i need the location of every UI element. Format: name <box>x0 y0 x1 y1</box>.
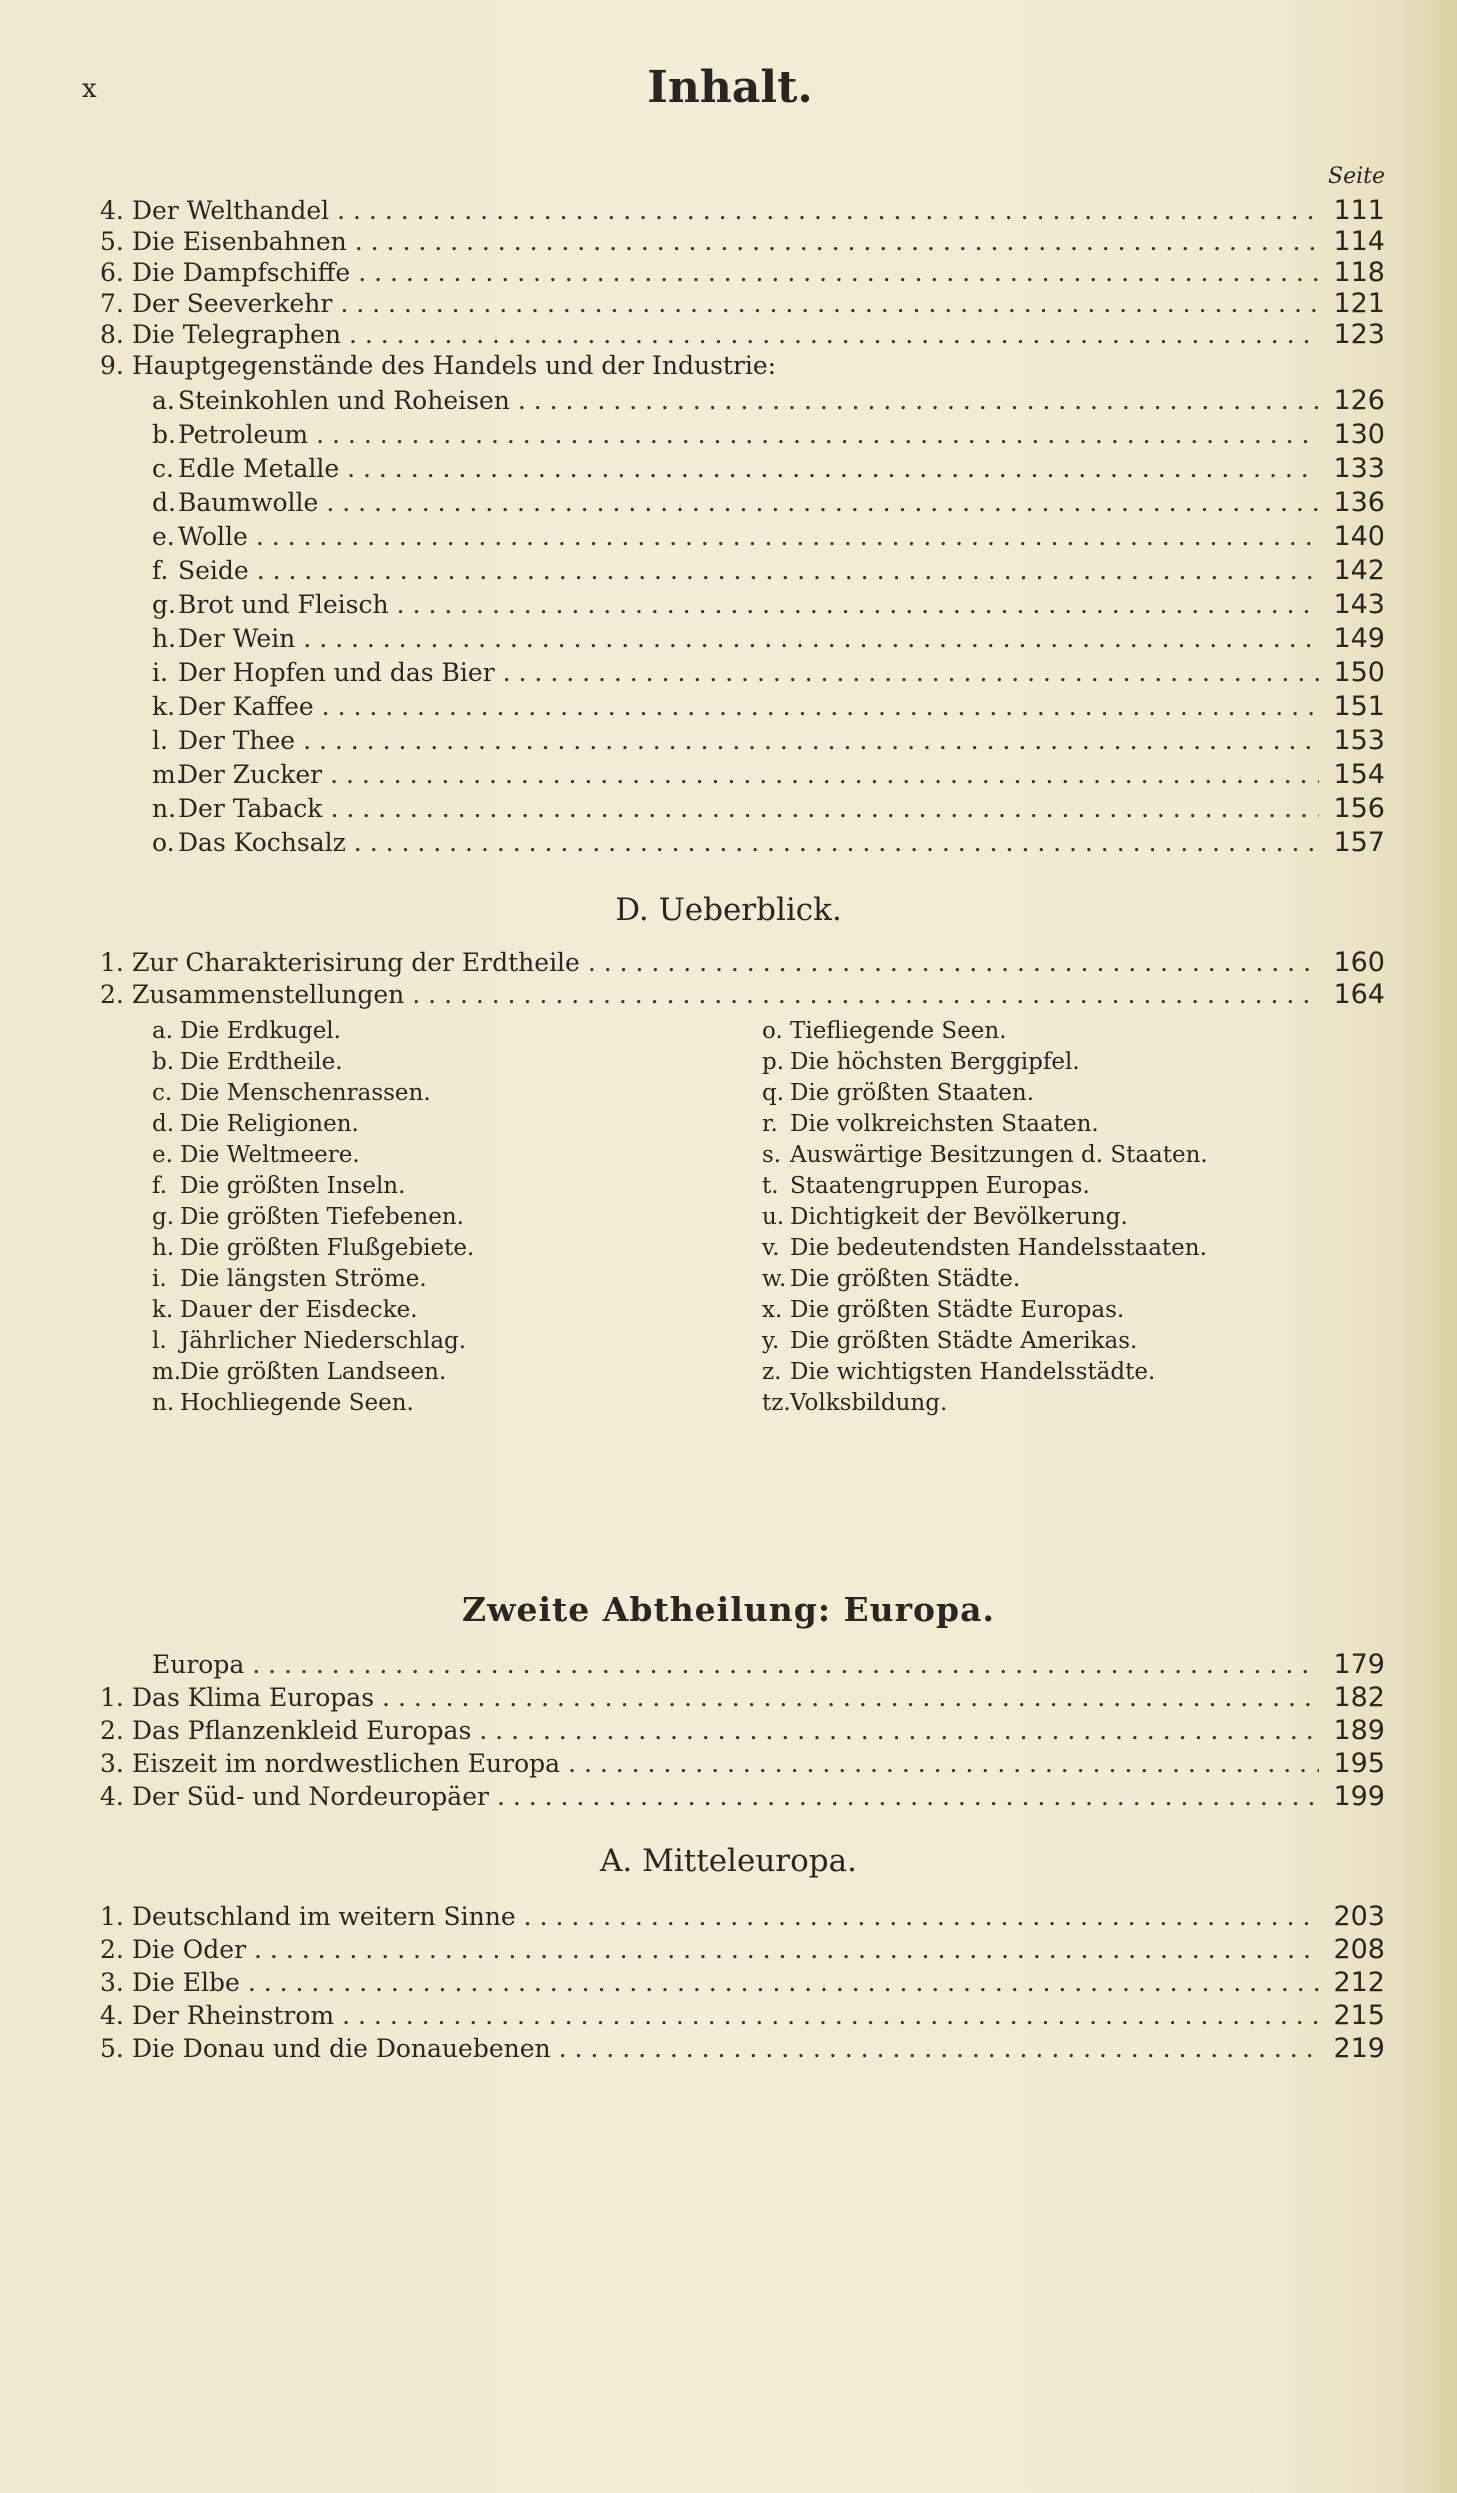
entry-letter: f. <box>152 556 169 585</box>
list-item[interactable]: g. Die größten Tiefebenen. <box>152 1204 464 1230</box>
list-item[interactable]: v. Die bedeutendsten Handelsstaaten. <box>762 1235 1207 1261</box>
entry-page: 150 <box>1333 657 1385 688</box>
toc-entry[interactable] <box>100 258 1385 288</box>
leader-dots <box>303 726 1319 756</box>
leader-dots <box>412 980 1319 1010</box>
list-item[interactable]: s. Auswärtige Besitzungen d. Staaten. <box>762 1142 1208 1168</box>
entry-number: 4. <box>100 196 124 225</box>
list-item[interactable]: e. Die Weltmeere. <box>152 1142 360 1168</box>
part-heading-europa: Zweite Abtheilung: Europa. <box>462 1590 995 1629</box>
entry-title: Die Dampfschiffe <box>132 258 351 287</box>
entry-title: Zur Charakterisirung der Erdtheile <box>132 948 580 977</box>
leader-dots <box>497 1782 1319 1812</box>
entry-page: 140 <box>1333 521 1385 552</box>
leader-dots <box>347 454 1319 484</box>
entry-page: 154 <box>1333 759 1385 790</box>
entry-page: 126 <box>1333 385 1385 416</box>
toc-subentry[interactable] <box>152 522 1385 552</box>
entry-letter: i. <box>152 658 168 687</box>
toc-entry[interactable] <box>100 227 1385 257</box>
entry-letter: e. <box>152 522 175 551</box>
toc-entry[interactable] <box>100 1782 1385 1812</box>
list-item[interactable]: u. Dichtigkeit der Bevölkerung. <box>762 1204 1128 1230</box>
leader-dots <box>355 227 1319 257</box>
toc-subentry[interactable] <box>152 760 1385 790</box>
leader-dots <box>326 488 1319 518</box>
toc-entry[interactable] <box>100 1683 1385 1713</box>
entry-letter: l. <box>152 726 168 755</box>
toc-subentry[interactable] <box>152 726 1385 756</box>
toc-subentry[interactable] <box>152 488 1385 518</box>
entry-title: Die Eisenbahnen <box>132 227 347 256</box>
entry-title: Der Thee <box>178 726 296 755</box>
toc-entry[interactable] <box>100 289 1385 319</box>
leader-dots <box>316 420 1319 450</box>
toc-entry[interactable] <box>100 2001 1385 2031</box>
entry-letter: g. <box>152 590 176 619</box>
list-item[interactable]: o. Tiefliegende Seen. <box>762 1018 1007 1044</box>
list-item[interactable]: t. Staatengruppen Europas. <box>762 1173 1090 1199</box>
summary-list-left <box>152 1016 474 1419</box>
list-item[interactable]: i. Die längsten Ströme. <box>152 1266 427 1292</box>
entry-title: Hauptgegenstände des Handels und der Industrie: <box>132 351 777 380</box>
entry-number: 2. <box>100 1716 124 1745</box>
list-item[interactable]: f. Die größten Inseln. <box>152 1173 406 1199</box>
toc-entry[interactable] <box>100 1935 1385 1965</box>
leader-dots <box>518 386 1319 416</box>
entry-page: 143 <box>1333 589 1385 620</box>
entry-title: Die Elbe <box>132 1968 240 1997</box>
leader-dots <box>340 289 1319 319</box>
list-item[interactable]: tz.Volksbildung. <box>762 1390 948 1416</box>
page-title: Inhalt. <box>647 62 813 113</box>
entry-title: Petroleum <box>178 420 309 449</box>
leader-dots <box>342 2001 1319 2031</box>
entry-letter: m. <box>152 760 184 789</box>
entry-title: Steinkohlen und Roheisen <box>178 386 510 415</box>
entry-title: Das Kochsalz <box>178 828 346 857</box>
list-item[interactable]: x. Die größten Städte Europas. <box>762 1297 1125 1323</box>
entry-number: 1. <box>100 948 124 977</box>
toc-entry[interactable] <box>100 196 1385 226</box>
toc-entry[interactable] <box>100 1749 1385 1779</box>
list-item[interactable]: p. Die höchsten Berggipfel. <box>762 1049 1080 1075</box>
entry-page: 151 <box>1333 691 1385 722</box>
entry-page: 142 <box>1333 555 1385 586</box>
leader-dots <box>397 590 1319 620</box>
entry-title: Der Süd- und Nordeuropäer <box>132 1782 489 1811</box>
entry-title: Der Seeverkehr <box>132 289 333 318</box>
entry-title: Der Zucker <box>178 760 323 789</box>
toc-entry[interactable] <box>100 1716 1385 1746</box>
section-heading-mitteleuropa: A. Mitteleuropa. <box>600 1843 857 1879</box>
entry-number: 4. <box>100 1782 124 1811</box>
entry-title: Brot und Fleisch <box>178 590 389 619</box>
entry-title: Die Oder <box>132 1935 247 1964</box>
entry-title: Das Klima Europas <box>132 1683 375 1712</box>
entry-letter: k. <box>152 692 176 721</box>
toc-subentry[interactable] <box>152 454 1385 484</box>
leader-dots <box>503 658 1319 688</box>
toc-entry[interactable] <box>100 948 1385 978</box>
entry-title: Die Telegraphen <box>132 320 341 349</box>
entry-letter: d. <box>152 488 176 517</box>
entry-number: 3. <box>100 1749 124 1778</box>
entry-page: 130 <box>1333 419 1385 450</box>
entry-title: Der Kaffee <box>178 692 314 721</box>
entry-page: 164 <box>1333 979 1385 1010</box>
entry-page: 133 <box>1333 453 1385 484</box>
leader-dots <box>354 828 1319 858</box>
entry-number: 3. <box>100 1968 124 1997</box>
leader-dots <box>322 692 1319 722</box>
list-item[interactable]: y. Die größten Städte Amerikas. <box>762 1328 1138 1354</box>
entry-page: 157 <box>1333 827 1385 858</box>
list-item[interactable]: b. Die Erdtheile. <box>152 1049 343 1075</box>
leader-dots <box>588 948 1319 978</box>
entry-number: 2. <box>100 1935 124 1964</box>
entry-title: Zusammenstellungen <box>132 980 405 1009</box>
entry-number: 9. <box>100 351 124 380</box>
entry-title: Europa <box>152 1650 245 1679</box>
entry-page: 219 <box>1333 2033 1385 2064</box>
entry-page: 199 <box>1333 1781 1385 1812</box>
entry-page: 208 <box>1333 1934 1385 1965</box>
toc-subentry[interactable] <box>152 420 1385 450</box>
entry-page: 123 <box>1333 319 1385 350</box>
list-item[interactable]: q. Die größten Staaten. <box>762 1080 1035 1106</box>
entry-title: Der Wein <box>178 624 296 653</box>
entry-page: 153 <box>1333 725 1385 756</box>
list-item[interactable]: r. Die volkreichsten Staaten. <box>762 1111 1099 1137</box>
leader-dots <box>337 196 1319 226</box>
entry-page: 111 <box>1333 195 1385 226</box>
toc-subentry[interactable] <box>152 624 1385 654</box>
entry-title: Der Taback <box>178 794 323 823</box>
leader-dots <box>254 1935 1319 1965</box>
entry-title: Eiszeit im nordwestlichen Europa <box>132 1749 561 1778</box>
entry-page: 195 <box>1333 1748 1385 1779</box>
leader-dots <box>559 2034 1319 2064</box>
leader-dots <box>330 794 1319 824</box>
list-item[interactable]: d. Die Religionen. <box>152 1111 359 1137</box>
entry-page: 182 <box>1333 1682 1385 1713</box>
leader-dots <box>479 1716 1319 1746</box>
entry-title: Der Rheinstrom <box>132 2001 335 2030</box>
leader-dots <box>349 320 1319 350</box>
list-item[interactable]: w. Die größten Städte. <box>762 1266 1021 1292</box>
leader-dots <box>257 556 1319 586</box>
entry-page: 189 <box>1333 1715 1385 1746</box>
entry-title: Deutschland im weitern Sinne <box>132 1902 516 1931</box>
page-column-label: Seite <box>1328 164 1385 189</box>
list-item[interactable]: z. Die wichtigsten Handelsstädte. <box>762 1359 1156 1385</box>
toc-subentry[interactable] <box>152 692 1385 722</box>
toc-entry[interactable] <box>100 320 1385 350</box>
leader-dots <box>568 1749 1319 1779</box>
entry-letter: h. <box>152 624 177 653</box>
entry-number: 5. <box>100 2034 124 2063</box>
toc-entry[interactable] <box>152 1650 1385 1680</box>
leader-dots <box>248 1968 1319 1998</box>
entry-letter: b. <box>152 420 176 449</box>
entry-title: Der Welthandel <box>132 196 330 225</box>
page-number-roman: x <box>82 74 99 104</box>
entry-page: 156 <box>1333 793 1385 824</box>
entry-letter: n. <box>152 794 177 823</box>
entry-page: 121 <box>1333 288 1385 319</box>
toc-entry[interactable] <box>100 351 1385 381</box>
entry-number: 1. <box>100 1683 124 1712</box>
list-item[interactable]: a. Die Erdkugel. <box>152 1018 341 1044</box>
leader-dots <box>382 1683 1319 1713</box>
toc-subentry[interactable] <box>152 590 1385 620</box>
leader-dots <box>256 522 1319 552</box>
entry-letter: c. <box>152 454 174 483</box>
leader-dots <box>330 760 1319 790</box>
toc-entry[interactable] <box>100 980 1385 1010</box>
entry-page: 179 <box>1333 1649 1385 1680</box>
entry-title: Edle Metalle <box>178 454 340 483</box>
entry-title: Der Hopfen und das Bier <box>178 658 495 687</box>
entry-title: Baumwolle <box>178 488 319 517</box>
entry-number: 6. <box>100 258 124 287</box>
list-item[interactable]: c. Die Menschenrassen. <box>152 1080 431 1106</box>
entry-number: 5. <box>100 227 124 256</box>
section-heading-ueberblick: D. Ueberblick. <box>615 892 842 928</box>
list-item[interactable]: k. Dauer der Eisdecke. <box>152 1297 418 1323</box>
toc-entry[interactable] <box>100 1902 1385 1932</box>
entry-page: 212 <box>1333 1967 1385 1998</box>
entry-number: 4. <box>100 2001 124 2030</box>
entry-page: 160 <box>1333 947 1385 978</box>
entry-number: 7. <box>100 289 124 318</box>
entry-page: 203 <box>1333 1901 1385 1932</box>
list-item[interactable]: l. Jährlicher Niederschlag. <box>152 1328 467 1354</box>
entry-page: 136 <box>1333 487 1385 518</box>
entry-letter: a. <box>152 386 175 415</box>
entry-page: 114 <box>1333 226 1385 257</box>
entry-title: Das Pflanzenkleid Europas <box>132 1716 472 1745</box>
list-item[interactable]: n. Hochliegende Seen. <box>152 1390 414 1416</box>
entry-page: 215 <box>1333 2000 1385 2031</box>
entry-page: 149 <box>1333 623 1385 654</box>
leader-dots <box>524 1902 1319 1932</box>
toc-entry[interactable] <box>100 1968 1385 1998</box>
toc-subentry[interactable] <box>152 386 1385 416</box>
toc-subentry[interactable] <box>152 556 1385 586</box>
toc-subentry[interactable] <box>152 828 1385 858</box>
entry-number: 2. <box>100 980 124 1009</box>
leader-dots <box>358 258 1319 288</box>
entry-number: 8. <box>100 320 124 349</box>
list-item[interactable]: m.Die größten Landseen. <box>152 1359 447 1385</box>
entry-title: Die Donau und die Donauebenen <box>132 2034 551 2063</box>
toc-entry[interactable] <box>100 2034 1385 2064</box>
entry-number: 1. <box>100 1902 124 1931</box>
entry-page: 118 <box>1333 257 1385 288</box>
entry-title: Seide <box>178 556 249 585</box>
toc-subentry[interactable] <box>152 794 1385 824</box>
list-item[interactable]: h. Die größten Flußgebiete. <box>152 1235 475 1261</box>
summary-list-right <box>762 1016 1208 1419</box>
entry-title: Wolle <box>178 522 248 551</box>
toc-subentry[interactable] <box>152 658 1385 688</box>
leader-dots <box>303 624 1319 654</box>
leader-dots <box>252 1650 1319 1680</box>
entry-letter: o. <box>152 828 175 857</box>
